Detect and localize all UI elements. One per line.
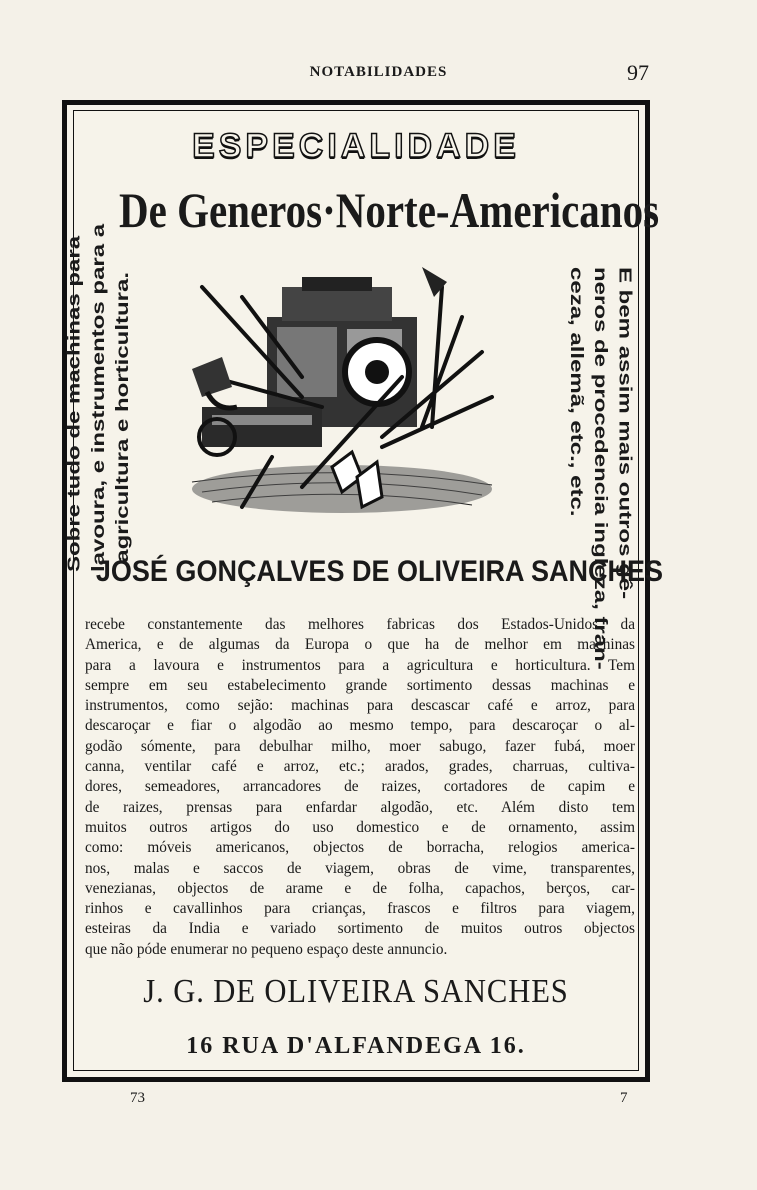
sheet-number: 7: [620, 1090, 628, 1106]
body-line: muitos outros artigos do uso domestico e de ornamento, assim: [85, 818, 635, 836]
side-right-line: E bem assim mais outros gê-: [615, 267, 635, 600]
body-line: godão sómente, para debulhar milho, moer sabugo, fazer fubá, moer: [85, 737, 635, 755]
body-line: recebe constantemente das melhores fabricas dos Estados-Unidos da: [85, 616, 635, 633]
body-line: descaroçar e fiar o algodão ao mesmo tempo, para descaroçar o al-: [85, 717, 635, 735]
farm-machinery-engraving: [182, 257, 502, 522]
body-line: America, e de algumas da Europa o que ha de melhor em machinas: [85, 636, 635, 654]
body-line: rinhos e cavallinhos para crianças, frascos e filtros para viagem,: [85, 900, 635, 918]
body-line: como: móveis americanos, objectos de borracha, relogios america-: [85, 839, 635, 857]
running-head: [0, 60, 757, 88]
side-left-line: agricultura e horticultura.: [113, 272, 133, 563]
side-text-left: [62, 223, 144, 572]
body-line: venezianas, objectos de arame e de folha, capachos, berços, car-: [85, 879, 635, 897]
body-line: de raizes, prensas para enfardar algodão, etc. Além disto tem: [85, 798, 635, 816]
advertisement: [62, 100, 663, 1082]
ad-headline: ESPECIALIDADE: [192, 127, 520, 165]
side-right-line: neros de procedencia ingleza, fran-: [590, 267, 611, 670]
ad-address: 16 RUA D'ALFANDEGA 16.: [186, 1033, 526, 1059]
signature-mark: 73: [130, 1090, 145, 1106]
merchant-name: JOSÉ GONÇALVES DE OLIVEIRA SANCHES: [95, 555, 663, 588]
page-number: 97: [627, 60, 649, 85]
ad-signature: J. G. DE OLIVEIRA SANCHES: [143, 973, 569, 1010]
body-line: que não póde enumerar no pequeno espaço deste annuncio.: [85, 940, 448, 958]
body-line: sempre em seu estabelecimento grande sortimento dessas machinas e: [85, 676, 635, 694]
body-line: nos, malas e saccos de viagem, obras de vime, transparentes,: [85, 859, 635, 877]
body-line: para a lavoura e instrumentos para a agricultura e horticultura. Tem: [85, 656, 635, 674]
ad-subheadline: De Generos·Norte-Americanos: [119, 182, 660, 238]
running-title: NOTABILIDADES: [309, 64, 448, 80]
side-left-line: Sobre tudo de machinas para: [64, 235, 84, 572]
body-line: esteiras da India e variado sortimento de muitos outros objectos: [85, 920, 635, 938]
side-left-line: lavoura, e instrumentos para a: [88, 223, 109, 572]
side-text-right: [555, 267, 637, 670]
side-right-line: ceza, allemã, etc., etc.: [566, 267, 586, 517]
body-line: dores, semeadores, arrancadores de raizes, cortadores de capim e: [85, 778, 635, 796]
body-line: canna, ventilar café e arroz, etc.; arados, grades, charruas, cultiva-: [85, 758, 635, 776]
body-line: instrumentos, como sejão: machinas para descascar café e arroz, para: [85, 697, 635, 715]
ad-body-text: [85, 615, 635, 960]
